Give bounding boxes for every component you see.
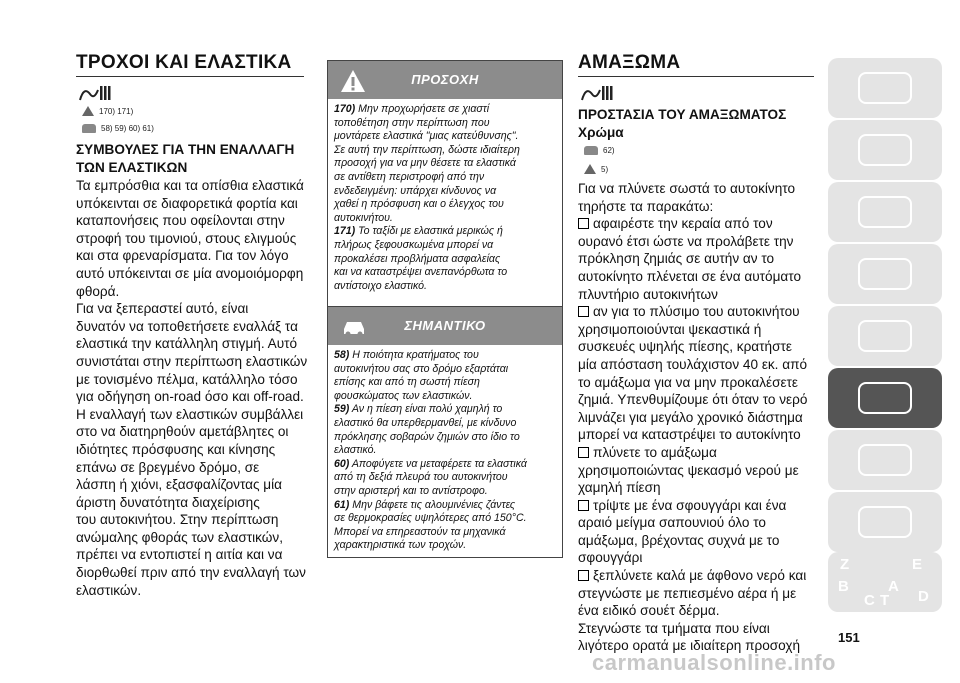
body-line: στροφή του τιμονιού, στους ελιγμούς: [76, 230, 297, 246]
body-line: ζημιά. Υπενθυμίζουμε ότι όταν το νερό: [578, 392, 808, 408]
body-line: διορθωθεί πριν από την εναλλαγή των: [76, 565, 306, 581]
chapter-tab-tools-icon[interactable]: [828, 368, 942, 428]
body-line: άριστη δυνατότητα διαχείρισης: [76, 494, 260, 510]
index-letter: A: [888, 578, 899, 595]
warning-refs: 5): [584, 164, 608, 174]
bullet-item: αν για το πλύσιμο του αυτοκινήτου: [578, 303, 824, 321]
subsection-title: ΣΥΜΒΟΥΛΕΣ ΓΙΑ ΤΗΝ ΕΝΑΛΛΑΓΗ ΤΩΝ ΕΛΑΣΤΙΚΩΝ: [76, 142, 295, 175]
warning-box: [327, 60, 563, 324]
box-line: 171) Το ταξίδι με ελαστικά μερικώς ή: [334, 225, 503, 238]
body-line: ελαστικά την κατάλληλη στιγμή. Αυτό: [76, 336, 298, 352]
body-line: συσκευές υψηλής πίεσης, κρατήστε: [578, 339, 792, 355]
box-line: επίσης και από τη σωστή πίεση: [334, 376, 480, 389]
box-line: αυτοκινήτου.: [334, 211, 393, 224]
box-line: ελαστικό.: [334, 444, 377, 457]
section-title-wheels: ΤΡΟΧΟΙ ΚΑΙ ΕΛΑΣΤΙΚΑ: [76, 52, 292, 73]
warning-refs: 170) 171): [82, 106, 133, 116]
body-line: Για να ξεπεραστεί αυτό, είναι: [76, 301, 249, 317]
right-body-text: [578, 180, 824, 655]
box-line: από τη δεξιά πλευρά του αυτοκινήτου: [334, 471, 508, 484]
box-line: στην αριστερή και το αντίστροφο.: [334, 484, 488, 497]
box-line: 58) Η ποιότητα κρατήματος του: [334, 349, 479, 361]
dashboard-icon: [858, 134, 912, 166]
chapter-tab-multimedia-icon[interactable]: [828, 492, 942, 552]
body-line: αμάξωμα, βρέχοντας συχνά με το: [578, 532, 780, 548]
chapter-tab-dashboard-icon[interactable]: [828, 120, 942, 180]
body-line: υπόκεινται σε διαφορετικά φορτία και: [76, 195, 298, 211]
box-line: αυτοκινήτου σας στο δρόμο εξαρτάται: [334, 362, 509, 375]
body-line: χρησιμοποιώντας ψεκασμό νερού με: [578, 462, 799, 478]
bullet-item: ξεπλύνετε καλά με άφθονο νερό και: [578, 567, 824, 585]
body-line: αραιό μείγμα σαπουνιού όλο το: [578, 515, 766, 531]
body-line: λάσπη ή χιόνι, εξασφαλίζοντας μία: [76, 477, 283, 493]
safety-icon: [858, 196, 912, 228]
body-line: ελαστικών.: [76, 582, 142, 598]
body-line: πλυντήριο αυτοκινήτων: [578, 286, 718, 302]
body-line: συνιστάται στην περίπτωση ελαστικών: [76, 353, 308, 369]
box-line: αντίστοιχο ελαστικό.: [334, 279, 428, 292]
box-line: ενδεδειγμένη: υπάρχει κίνδυνος να: [334, 184, 497, 197]
body-line: χρησιμοποιούνται ψεκαστικά ή: [578, 321, 762, 337]
warning-box-body: [328, 99, 562, 297]
body-line: με τονισμένο πέλμα, κατάλληλο τόσο: [76, 371, 298, 387]
section-title-body: ΑΜΑΞΩΜΑ: [578, 52, 681, 73]
note-refs: 58) 59) 60) 61): [82, 124, 154, 133]
index-letter: Z: [840, 556, 850, 573]
body-line: αυτό υπόκεινται σε μία ανομοιόμορφη: [76, 265, 304, 281]
chapter-tab-warning-triangle-icon[interactable]: [828, 306, 942, 366]
multimedia-icon: [858, 506, 912, 538]
body-line: επάνω σε βρεγμένο δρόμο, σε: [76, 459, 260, 475]
tire-icon: [78, 84, 112, 102]
box-line: 59) Αν η πίεση είναι πολύ χαμηλή το: [334, 403, 503, 416]
body-line: πρόκληση ζημιάς σε αυτήν αν το: [578, 251, 775, 267]
body-line: ένα ειδικό σουέτ δέρμα.: [578, 603, 720, 619]
body-line: χαμηλή πίεση: [578, 480, 661, 496]
body-line: τηρήστε τα παρακάτω:: [578, 198, 714, 214]
body-line: ανώμαλης φθοράς των ελαστικών,: [76, 529, 283, 545]
bullet-item: πλύνετε το αμάξωμα: [578, 444, 824, 462]
body-line: και στα φρεναρίσματα. Για τον λόγο: [76, 248, 289, 264]
body-line: Τα εμπρόσθια και τα οπίσθια ελαστικά: [76, 178, 304, 193]
title-rule: [76, 76, 304, 77]
title-rule: [578, 76, 814, 77]
body-line: σφουγγάρι: [578, 550, 643, 566]
body-line: στεγνώστε με πεπιεσμένο αέρα ή με: [578, 585, 797, 601]
body-line: φθορά.: [76, 283, 120, 299]
note-box-title: ΣΗΜΑΝΤΙΚΟ: [404, 318, 486, 333]
box-line: σε αντίθετη περιστροφή από την: [334, 170, 485, 183]
box-line: μοντάρετε ελαστικά "μιας κατεύθυνσης".: [334, 130, 519, 143]
box-line: 61) Μην βάφετε τις αλουμινένιες ζάντες: [334, 498, 516, 511]
checkbox-bullet-icon: [578, 570, 589, 581]
body-line: λιγότερο ορατά με ιδιαίτερη προσοχή: [578, 638, 801, 654]
box-line: χαθεί η πρόσφυση και ο έλεγχος του: [334, 198, 504, 211]
box-line: σε θερμοκρασίες υψηλότερες από 150°C.: [334, 512, 527, 525]
box-line: 60) Αποφύγετε να μεταφέρετε τα ελαστικά: [334, 457, 527, 470]
body-line: δυνατόν να τοποθετήσετε εναλλάξ τα: [76, 318, 298, 334]
warning-box-header: [328, 61, 562, 99]
body-line: καταπονήσεις που οφείλονται στην: [76, 213, 285, 229]
body-line: το αμάξωμα για να μην προκαλέσετε: [578, 374, 798, 390]
note-refs: 62): [584, 146, 615, 155]
box-line: χαρακτηριστικά των τροχών.: [334, 539, 467, 552]
checkbox-bullet-icon: [578, 306, 589, 317]
chapter-tab-specs-icon[interactable]: [828, 430, 942, 490]
info-icon: [858, 72, 912, 104]
index-letter: T: [880, 592, 890, 609]
box-line: πρόκλησης σοβαρών ζημιών στο ίδιο το: [334, 430, 520, 443]
box-line: προκαλέσει προβλήματα ασφαλείας: [334, 252, 501, 265]
index-letter: B: [838, 578, 849, 595]
checkbox-bullet-icon: [578, 447, 589, 458]
chapter-tab-info-icon[interactable]: [828, 58, 942, 118]
page-number: 151: [838, 630, 860, 645]
body-line: Η εναλλαγή των ελαστικών συμβάλλει: [76, 406, 304, 422]
car-note-icon: [584, 146, 598, 155]
bullet-item: αφαιρέστε την κεραία από τον: [578, 215, 824, 233]
body-line: αυτοκίνητο πλένεται σε ένα αυτόματο: [578, 268, 802, 284]
body-line: ιδιότητες πρόσφυσης και κίνησης: [76, 441, 276, 457]
tools-icon: [858, 382, 912, 414]
box-line: ελαστικό θα υπερθερμανθεί, με κίνδυνο: [334, 416, 517, 429]
body-line: του αυτοκινήτου. Στην περίπτωση: [76, 512, 279, 528]
index-letter: E: [912, 556, 923, 573]
warning-triangle-icon: [584, 164, 596, 174]
body-line: μία απόσταση τουλάχιστον 40 εκ. από: [578, 356, 808, 372]
chapter-tab-steering-wheel-icon[interactable]: [828, 244, 942, 304]
body-line: Στεγνώστε τα τμήματα που είναι: [578, 620, 770, 636]
watermark: carmanualsonline.info: [592, 650, 836, 675]
box-line: 170) Μην προχωρήσετε σε χιαστί: [334, 103, 490, 115]
index-letter: C: [864, 592, 875, 609]
index-letter: D: [918, 588, 929, 605]
left-body-text: [76, 177, 326, 599]
car-wash-icon: [580, 84, 614, 102]
body-line: στο να διατηρηθούν αμετάβλητες οι: [76, 424, 289, 440]
warning-triangle-icon: [82, 106, 94, 116]
subsection-title: ΠΡΟΣΤΑΣΙΑ ΤΟΥ ΑΜΑΞΩΜΑΤΟΣ Χρώμα: [578, 107, 787, 140]
box-line: φουσκώματος των ελαστικών.: [334, 389, 473, 402]
body-line: ουρανό έτσι ώστε να προλάβετε την: [578, 233, 794, 249]
box-line: τοποθέτηση στην περίπτωση που: [334, 116, 490, 129]
body-line: πρέπει να εντοπιστεί η αιτία και να: [76, 547, 283, 563]
note-box-body: [328, 345, 562, 557]
box-line: προσοχή για να μην θέσετε τα ελαστικά: [334, 157, 516, 170]
checkbox-bullet-icon: [578, 500, 589, 511]
steering-wheel-icon: [858, 258, 912, 290]
chapter-tab-safety-icon[interactable]: [828, 182, 942, 242]
warning-box-title: ΠΡΟΣΟΧΗ: [411, 72, 479, 87]
box-line: Μπορεί να επηρεαστούν τα μηχανικά: [334, 525, 506, 538]
index-letters: [828, 552, 942, 612]
warning-triangle-icon: [858, 320, 912, 352]
box-line: Σε αυτή την περίπτωση, δώστε ιδιαίτερη: [334, 143, 520, 156]
bullet-item: τρίψτε με ένα σφουγγάρι και ένα: [578, 497, 824, 515]
box-line: και να καταστρέψει ανεπανόρθωτα το: [334, 266, 508, 279]
body-line: λιμνάζει για μεγάλο χρονικό διάστημα: [578, 409, 803, 425]
body-line: Για να πλύνετε σωστά το αυτοκίνητο: [578, 181, 796, 196]
body-line: μπορεί να καταστρέψει το αυτοκίνητο: [578, 427, 801, 443]
body-line: για οδήγηση on-road όσο και off-road.: [76, 389, 304, 405]
box-line: πλήρως ξεφουσκωμένα μπορεί να: [334, 238, 494, 251]
specs-icon: [858, 444, 912, 476]
car-note-icon: [82, 124, 96, 133]
checkbox-bullet-icon: [578, 218, 589, 229]
note-box: [327, 306, 563, 558]
note-box-header: [328, 307, 562, 345]
